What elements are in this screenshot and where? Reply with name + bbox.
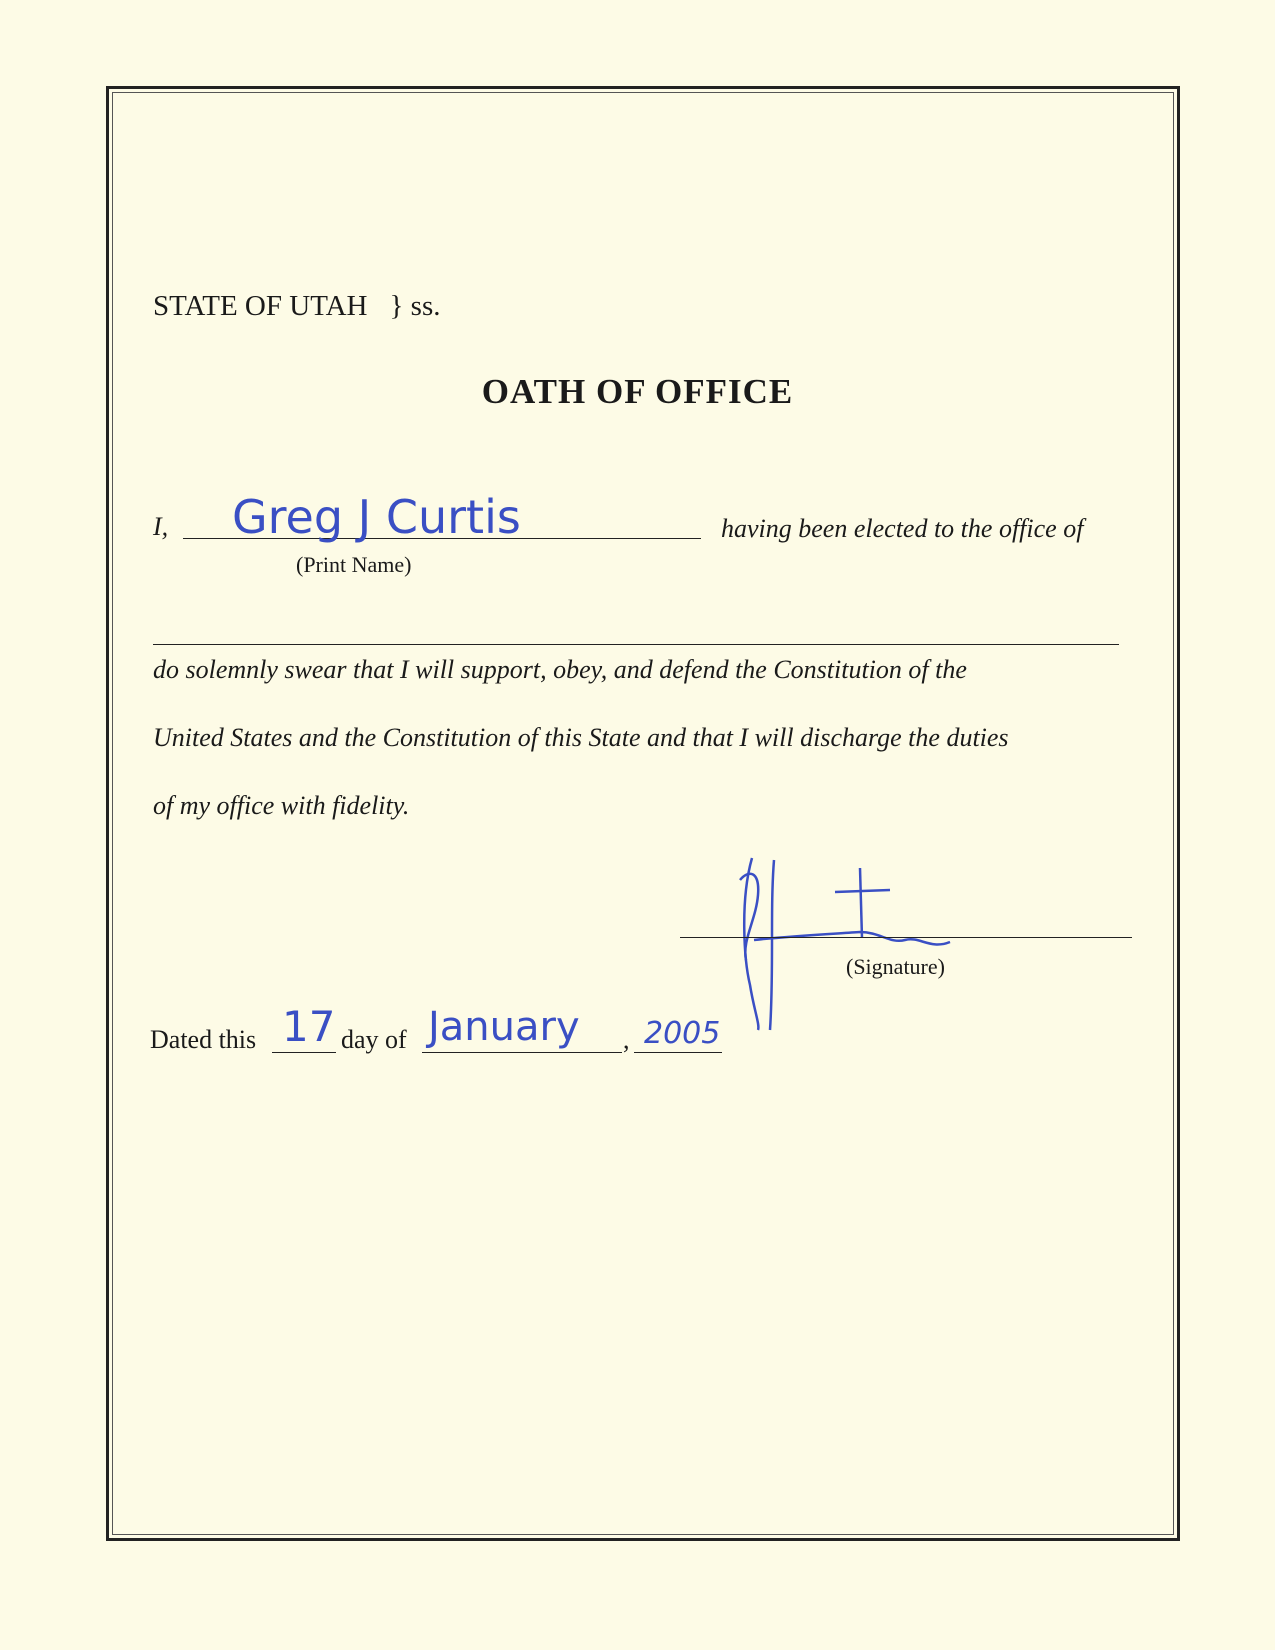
- handwritten-year: 2005: [644, 1016, 721, 1051]
- print-name-caption: (Print Name): [296, 552, 412, 577]
- day-line: [272, 1052, 336, 1053]
- state-name: STATE OF UTAH: [153, 290, 368, 322]
- oath-line-2: United States and the Constitution of this State and that I will discharge the duties: [153, 723, 1009, 752]
- state-header: [153, 290, 440, 323]
- handwritten-month: January: [428, 1004, 580, 1050]
- dated-prefix: Dated this: [150, 1025, 257, 1054]
- handwritten-name: Greg J Curtis: [232, 490, 521, 544]
- oath-line-1: do solemnly swear that I will support, obey, and defend the Constitution of the: [153, 655, 967, 684]
- day-of-label: day of: [341, 1025, 407, 1054]
- i-label: I,: [153, 512, 169, 541]
- document-title: OATH OF OFFICE: [481, 372, 794, 411]
- handwritten-signature: [730, 840, 990, 1040]
- oath-line-3: of my office with fidelity.: [153, 791, 410, 820]
- handwritten-day: 17: [282, 1002, 336, 1051]
- year-line: [634, 1052, 722, 1053]
- signature-caption: (Signature): [846, 954, 945, 979]
- elected-text: having been elected to the office of: [721, 514, 1084, 543]
- signature-line: [680, 937, 1132, 938]
- date-comma: ,: [623, 1025, 630, 1054]
- office-line: [153, 644, 1119, 645]
- month-line: [422, 1052, 622, 1053]
- ss-marker: } ss.: [389, 290, 441, 322]
